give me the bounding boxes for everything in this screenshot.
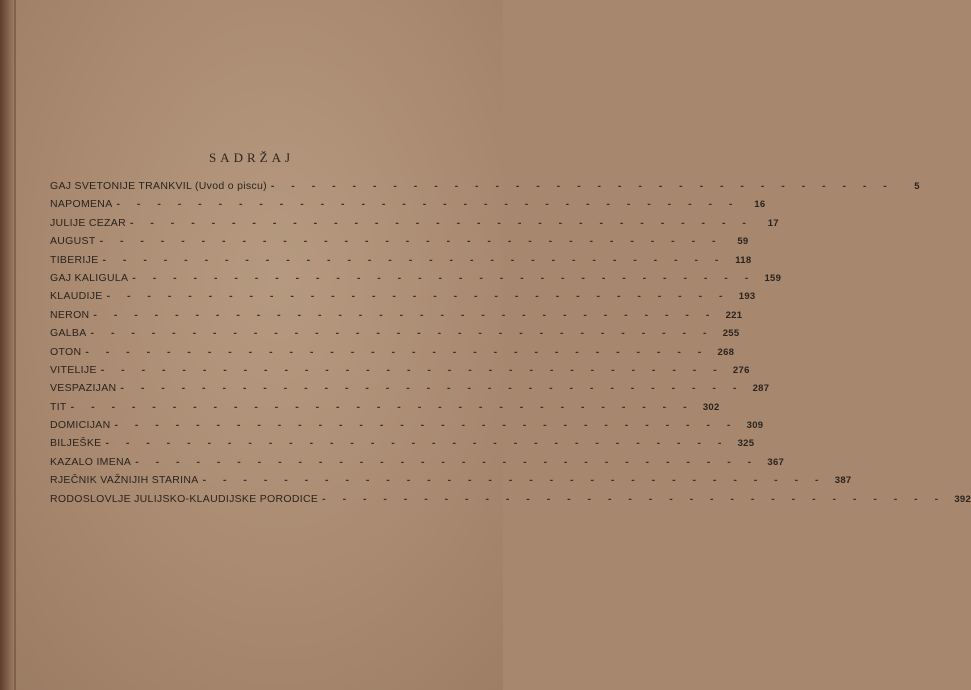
toc-entry [50, 271, 782, 290]
toc-entry-title: DOMICIJAN [50, 419, 111, 432]
dot-leader: - - - - - - - - - - - - - - - - - - - - - - - - - - - - - - - [114, 419, 738, 432]
toc-entry-page: 5 [914, 181, 920, 192]
dot-leader: - - - - - - - - - - - - - - - - - - - - - - - - - - - - - - - [102, 253, 726, 266]
toc-entry [50, 235, 749, 253]
toc-entry-page: 255 [722, 328, 740, 340]
toc-entry [50, 198, 766, 216]
toc-entry-title: AUGUST [50, 235, 96, 248]
toc-entry-title: TIT [50, 400, 67, 413]
dot-leader: - - - - - - - - - - - - - - - - - - - - - - - - - - - - - - - [135, 455, 759, 468]
toc-entry-title: VITELIJE [50, 363, 97, 376]
dot-leader: - - - - - - - - - - - - - - - - - - - - - - - - - - - - - - - [85, 345, 709, 358]
toc-entry [50, 363, 750, 382]
toc-entry-title: RODOSLOVLJE JULIJSKO-KLAUDIJSKE PORODICE [50, 492, 319, 505]
toc-entry-title: GAJ KALIGULA [50, 271, 129, 284]
dot-leader: - - - - - - - - - - - - - - - - - - - - - - - - - - - - - - - [129, 216, 753, 229]
toc-entry [50, 474, 852, 492]
toc-entry-page: 276 [732, 364, 750, 376]
toc-entry [50, 290, 756, 308]
toc-entry [50, 455, 785, 474]
toc-entry-title: KLAUDIJE [50, 290, 103, 303]
toc-entry [50, 253, 752, 272]
toc-entry-page: 287 [752, 383, 770, 395]
toc-entry-page: 387 [834, 475, 852, 487]
toc-entry-page: 17 [767, 217, 779, 229]
toc-entry [50, 345, 735, 364]
dot-leader: - - - - - - - - - - - - - - - - - - - - - - - - - - - - - - - [105, 437, 729, 450]
toc-entry-page: 59 [737, 236, 749, 248]
toc-entry-title: GALBA [50, 327, 87, 340]
toc-entry-page: 392 [954, 493, 971, 505]
toc-entry [50, 216, 779, 235]
dot-leader: - - - - - - - - - - - - - - - - - - - - - - - - - - - - - - - [70, 400, 694, 413]
toc-entry [50, 180, 920, 198]
dot-leader: - - - - - - - - - - - - - - - - - - - - - - - - - - - - - - - [106, 290, 730, 303]
dot-leader: - - - - - - - - - - - - - - - - - - - - - - - - - - - - - - - [100, 363, 724, 376]
dot-leader: - - - - - - - - - - - - - - - - - - - - - - - - - - - - - - - [202, 474, 826, 487]
toc-entry-title: BILJEŠKE [50, 437, 102, 450]
toc-entry-title: VESPAZIJAN [50, 382, 117, 395]
toc-entry-page: 325 [737, 438, 755, 450]
toc-entry-title: TIBERIJE [50, 253, 99, 266]
toc-entry-title: OTON [50, 345, 82, 358]
toc-entry-title: GAJ SVETONIJE TRANKVIL (Uvod o piscu) [50, 180, 267, 192]
toc-entry-page: 193 [738, 291, 756, 303]
dot-leader: - - - - - - - - - - - - - - - - - - - - - - - - - - - - - - - [120, 382, 744, 395]
toc-entry [50, 492, 971, 511]
dot-leader: - - - - - - - - - - - - - - - - - - - - - - - - - - - - - - - [270, 180, 894, 192]
toc-entry-page: 159 [764, 272, 782, 284]
table-of-contents [50, 180, 971, 511]
toc-entry [50, 308, 743, 327]
page-edge [14, 0, 16, 690]
toc-entry-title: KAZALO IMENA [50, 455, 132, 468]
toc-entry [50, 437, 755, 455]
dot-leader: - - - - - - - - - - - - - - - - - - - - - - - - - - - - - - - [90, 327, 714, 340]
toc-entry [50, 419, 764, 437]
dot-leader: - - - - - - - - - - - - - - - - - - - - - - - - - - - - - - - [116, 198, 740, 211]
dot-leader: - - - - - - - - - - - - - - - - - - - - - - - - - - - - - - - [322, 492, 946, 505]
toc-entry-page: 309 [746, 420, 764, 432]
toc-entry-page: 221 [725, 309, 743, 321]
toc-entry-page: 268 [717, 346, 735, 358]
toc-entry-page: 118 [735, 254, 752, 266]
dot-leader: - - - - - - - - - - - - - - - - - - - - - - - - - - - - - - - [99, 235, 723, 248]
toc-entry-title: NAPOMENA [50, 198, 113, 211]
toc-entry-page: 367 [767, 456, 785, 468]
toc-entry [50, 382, 770, 400]
toc-entry-page: 302 [702, 401, 720, 413]
toc-entry-title: JULIJE CEZAR [50, 216, 126, 229]
dot-leader: - - - - - - - - - - - - - - - - - - - - - - - - - - - - - - - [93, 308, 717, 321]
dot-leader: - - - - - - - - - - - - - - - - - - - - - - - - - - - - - - - [132, 271, 756, 284]
toc-entry-title: NERON [50, 308, 90, 321]
toc-entry [50, 400, 720, 419]
toc-entry-title: RJEČNIK VAŽNIJIH STARINA [50, 474, 199, 487]
toc-entry-page: 16 [754, 199, 766, 211]
toc-heading: SADRŽAJ [208, 150, 295, 165]
toc-entry [50, 327, 740, 345]
book-spine [0, 0, 14, 690]
